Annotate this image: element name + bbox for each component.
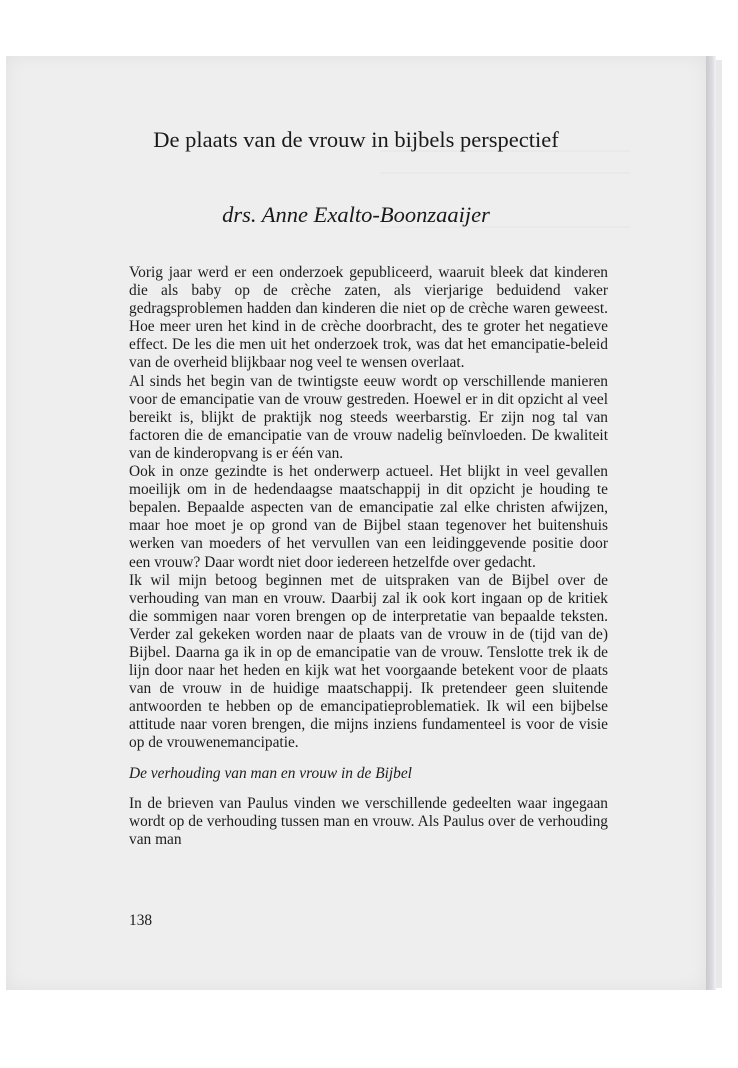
- body-paragraph: Vorig jaar werd er een onderzoek gepubliceerd, waaruit bleek dat kinderen die als baby op de crèche zaten, als vierjarige beduidend vaker gedragsproblemen hadden dan kinderen die niet op de crèche waren geweest. Hoe meer uren het kind in de crèche doorbracht, des te groter het negatieve effect. De les die men uit het onderzoek trok, was dat het emancipatie-beleid van de overheid blijkbaar nog veel te wensen overlaat.: [129, 264, 608, 372]
- article-body: [129, 264, 608, 849]
- body-paragraph: In de brieven van Paulus vinden we verschillende gedeelten waar ingegaan wordt op de verhouding tussen man en vrouw. Als Paulus over de verhouding van man: [129, 794, 608, 848]
- section-heading: De verhouding van man en vrouw in de Bijbel: [129, 764, 412, 782]
- article-author: drs. Anne Exalto-Boonzaaijer: [222, 202, 490, 227]
- article-title: De plaats van de vrouw in bijbels perspectief: [153, 127, 559, 152]
- book-spine-shadow: [706, 56, 716, 990]
- bleed-through-line: [380, 172, 630, 174]
- body-paragraph: Ook in onze gezindte is het onderwerp actueel. Het blijkt in veel gevallen moeilijk om in de hedendaagse maatschappij in dit opzicht je houding te bepalen. Bepaalde aspecten van de emancipatie zal elke christen afwijzen, maar hoe moet je op grond van de Bijbel staan tegenover het buitenshuis werken van moeders of het vervullen van een leidinggevende positie door een vrouw? Daar wordt niet door iedereen hetzelfde over gedacht.: [129, 463, 608, 571]
- body-paragraph: Al sinds het begin van de twintigste eeuw wordt op verschillende manieren voor de emancipatie van de vrouw gestreden. Hoewel er in dit opzicht al veel bereikt is, blijkt de praktijk nog steeds weerbarstig. Er zijn nog tal van factoren die de emancipatie van de vrouw nadelig beïnvloeden. De kwaliteit van de kinderopvang is er één van.: [129, 372, 608, 462]
- book-page-edge: [716, 60, 722, 988]
- page-number: 138: [129, 912, 153, 929]
- body-paragraph: Ik wil mijn betoog beginnen met de uitspraken van de Bijbel over de verhouding van man en vrouw. Daarbij zal ik ook kort ingaan op de kritiek die sommigen naar voren brengen op de interpretatie van bepaalde teksten. Verder zal gekeken worden naar de plaats van de vrouw in de (tijd van de) Bijbel. Daarna ga ik in op de emancipatie van de vrouw. Tenslotte trek ik de lijn door naar het heden en kijk wat het voorgaande betekent voor de plaats van de vrouw in de huidige maatschappij. Ik pretendeer geen sluitende antwoorden te hebben op de emancipatieproblematiek. Ik wil een bijbelse attitude naar voren brengen, die mijns inziens fundamenteel is voor de visie op de vrouwenemancipatie.: [129, 571, 608, 752]
